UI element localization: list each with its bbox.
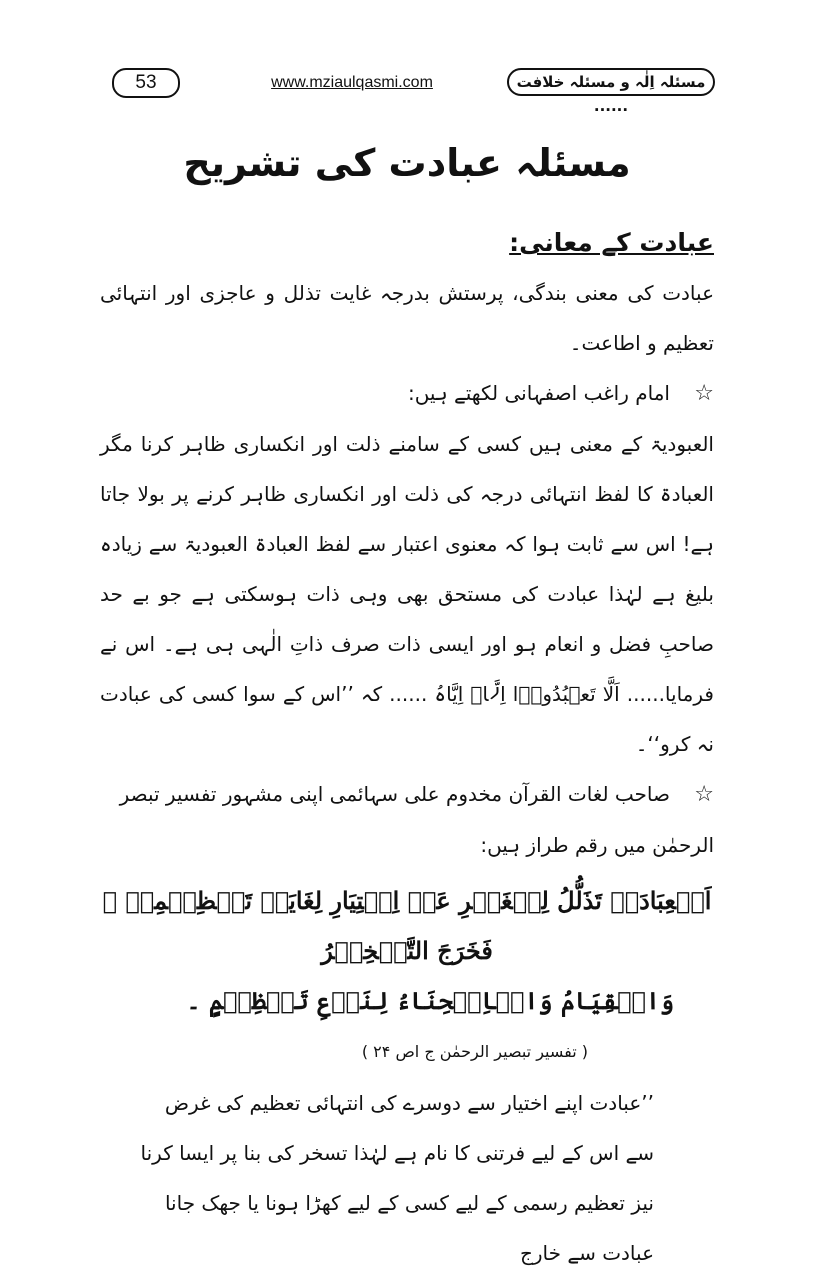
page-title: مسئلہ عبادت کی تشریح bbox=[183, 141, 631, 185]
raghib-intro-text: امام راغب اصفہانی لکھتے ہیں: bbox=[407, 381, 670, 405]
website-link[interactable]: www.mziaulqasmi.com bbox=[271, 74, 433, 91]
star-icon: ☆ bbox=[694, 782, 714, 807]
raghib-intro bbox=[100, 368, 714, 419]
book-title: مسئلہ اِلٰہ و مسئلہ خلافت ...... bbox=[507, 68, 715, 96]
page-number: 53 bbox=[112, 68, 180, 98]
arabic-quote-line-2: وَالۡقِیَامُ وَالۡاِنۡحِنَاءُ لِنَوۡعِ تَعۡظِیۡمٍ ۔ bbox=[186, 986, 674, 1015]
sahib-intro bbox=[100, 769, 714, 870]
definition-paragraph: عبادت کی معنی بندگی، پرستش بدرجہ غایت تذلل و عاجزی اور انتہائی تعظیم و اطاعت۔ bbox=[100, 281, 714, 355]
translation-quote: ’’عبادت اپنے اختیار سے دوسرے کی انتہائی تعظیم کی غرض سے اس کے لیے فرتنی کا نام ہے لہٰذا تسخر کی بنا پر ایسا کرنا نیز تعظیم رسمی کے لیے کسی کے لیے کھڑا ہونا یا جھک جانا عبادت سے خارج bbox=[140, 1091, 654, 1265]
sahib-intro-text: صاحب لغات القرآن مخدوم علی سہائمی اپنی مشہور تفسیر تبصر الرحمٰن میں رقم طراز ہیں: bbox=[119, 782, 714, 857]
reference-citation: ( تفسیر تبصیر الرحمٰن ج اص ۲۴ ) bbox=[361, 1042, 588, 1061]
raghib-paragraph: العبودیۃ کے معنی ہیں کسی کے سامنے ذلت اور انکساری ظاہر کرنا مگر العبادۃ کا لفظ انتہائی درجہ کی ذلت اور انکساری ظاہر کرنے پر بولا جاتا ہے! اس سے ثابت ہوا کہ معنوی اعتبار سے لفظ العبادۃ العبودیۃ سے زیادہ بلیغ ہے لہٰذا عبادت کی مستحق بھی وہی ذات ہوسکتی ہے جو بے حد صاحبِ فضل و انعام ہو اور ایسی ذات صرف ذاتِ الٰہی ہی ہے۔ اس نے فرمایا...... اَلَّا تَعۡبُدُوۡۤا اِلَّاۤ اِیَّاہُ ...... کہ ’’اس کے سوا کسی کی عبادت نہ کرو‘‘۔ bbox=[100, 432, 714, 756]
section-heading: عبادت کے معانی: bbox=[509, 228, 714, 257]
arabic-quote-line-1: اَلۡعِبَادَۃُ تَذَلُّلُ لِلۡغَیۡرِ عَنۡ اِخۡتِیَارِ لِغَایَۃِ تَعۡظِیۡمِہٖ ۔ فَخَرَجَ التَّسۡخِیۡرُ bbox=[102, 886, 712, 965]
page-content bbox=[100, 130, 714, 1278]
star-icon: ☆ bbox=[694, 381, 714, 406]
page-header bbox=[0, 68, 825, 115]
